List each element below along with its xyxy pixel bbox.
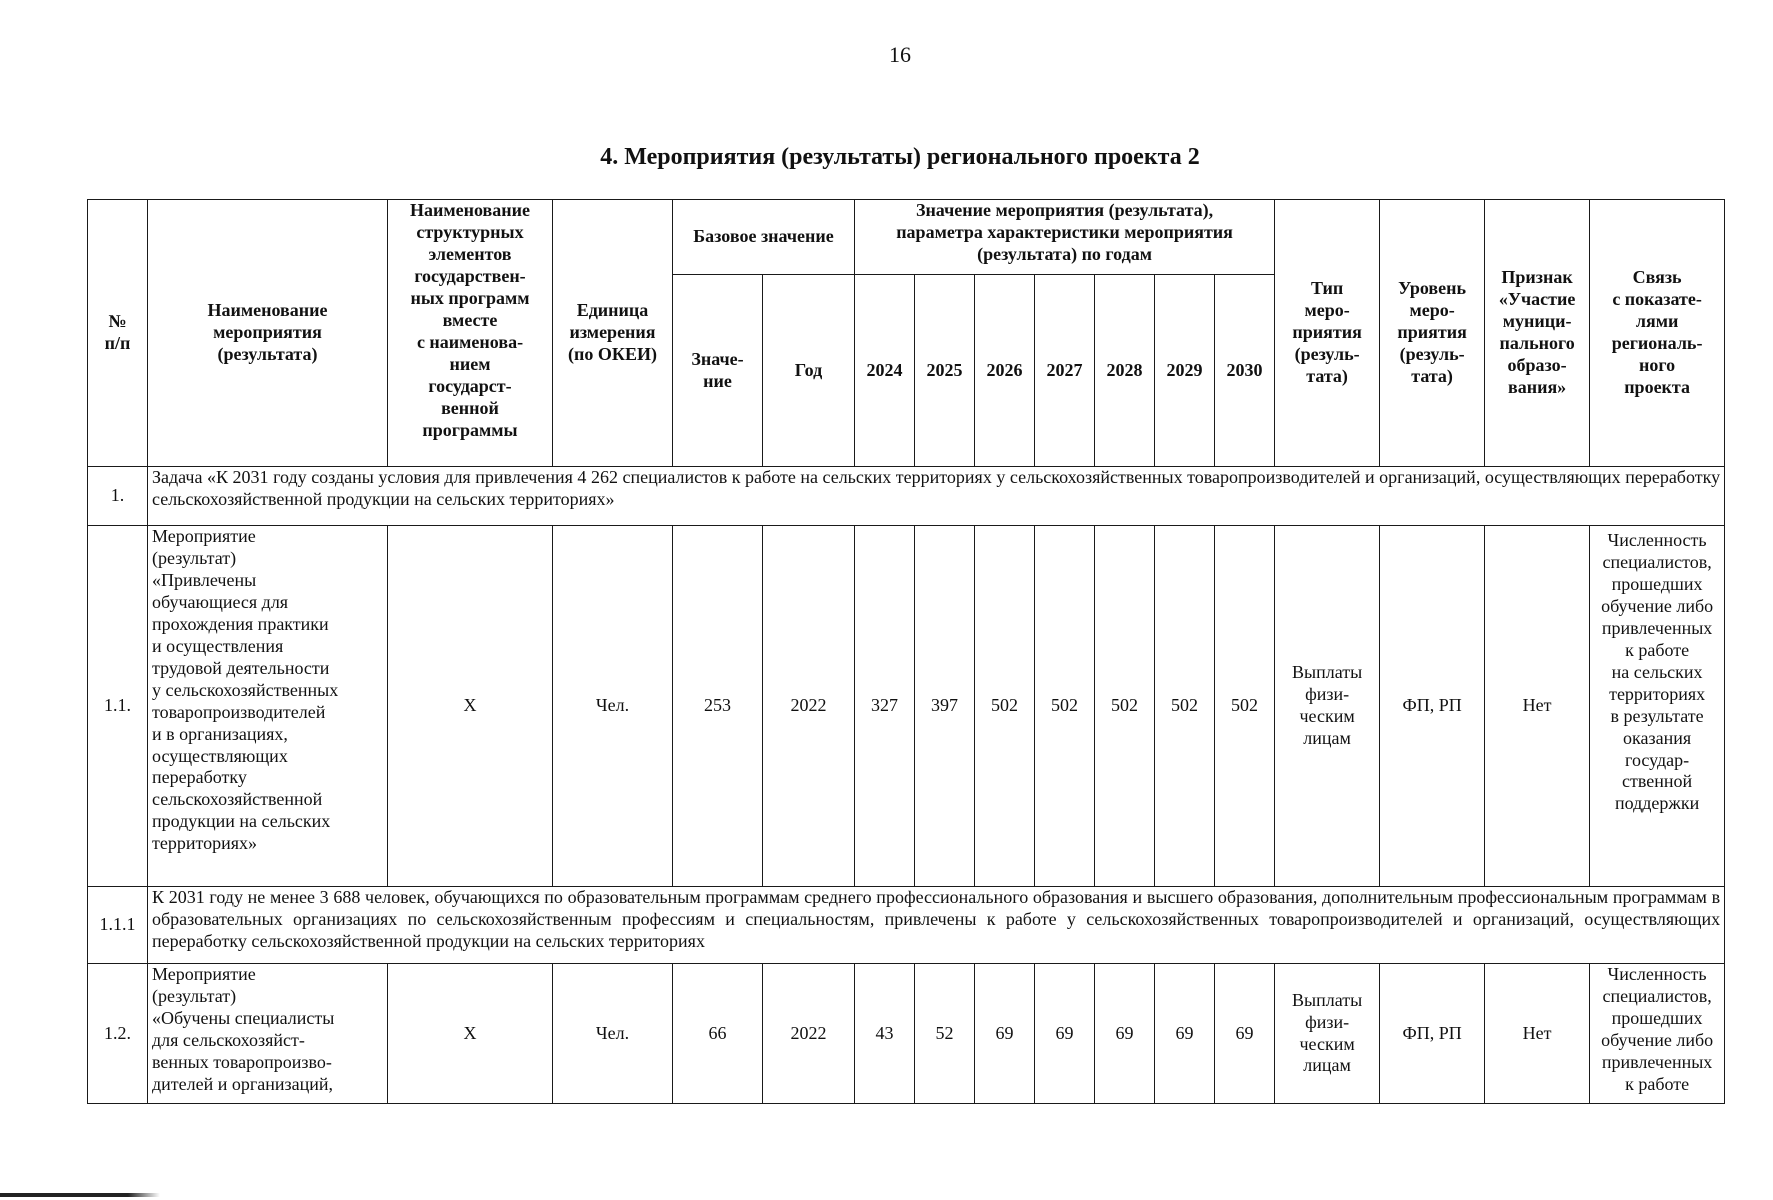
header-year-2024: 2024 [855, 275, 915, 467]
unit: Чел. [553, 526, 673, 887]
subtask-text: К 2031 году не менее 3 688 человек, обучающихся по образовательным программам среднего профессионального образования и высшего образования, дополнительным профессиональным программам в образовательных организациях по сельскохозяйственным профессиям и специальностям, привлечены к работе у сельскохозяйственных товаропроизводителей и организаций, осуществляющих переработку сельскохозяйственной продукции на сельских территориях [148, 887, 1725, 964]
page-number: 16 [889, 42, 911, 67]
base-value: 253 [673, 526, 763, 887]
header-year-2025: 2025 [915, 275, 975, 467]
base-year: 2022 [763, 526, 855, 887]
table-row [88, 526, 1725, 887]
header-base-value: Значе- ние [673, 275, 763, 467]
activity-name: Мероприятие (результат) «Привлечены обучающиеся для прохождения практики и осуществления трудовой деятельности у сельскохозяйственных товаропроизводителей и в организациях, осуществляющих переработку сельскохозяйственной продукции на сельских территориях» [148, 526, 388, 887]
header-activity-level: Уровень меро- приятия (резуль- тата) [1380, 200, 1485, 467]
base-year: 2022 [763, 964, 855, 1104]
header-years-group: Значение мероприятия (результата), параметра характеристики мероприятия (результата) по годам [855, 200, 1275, 275]
activity-type: Выплаты физи- ческим лицам [1275, 526, 1380, 887]
activity-level: ФП, РП [1380, 964, 1485, 1104]
activity-name: Мероприятие (результат) «Обучены специалисты для сельскохозяйст- венных товаропроизво- дителей и организаций, [148, 964, 388, 1104]
value-2030: 502 [1215, 526, 1275, 887]
activity-type: Выплаты физи- ческим лицам [1275, 964, 1380, 1104]
value-2024: 327 [855, 526, 915, 887]
value-2026: 69 [975, 964, 1035, 1104]
header-link-indicators: Связь с показате- лями региональ- ного проекта [1590, 200, 1725, 467]
structural-element: Х [388, 964, 553, 1104]
task-row [88, 467, 1725, 526]
value-2024: 43 [855, 964, 915, 1104]
municipal-participation: Нет [1485, 964, 1590, 1104]
header-municipal-participation: Признак «Участие муници- пального образо- вания» [1485, 200, 1590, 467]
header-activity-name: Наименование мероприятия (результата) [148, 200, 388, 467]
value-2027: 502 [1035, 526, 1095, 887]
task-text: Задача «К 2031 году созданы условия для привлечения 4 262 специалистов к работе на сельских территориях у сельскохозяйственных товаропроизводителей и организаций, осуществляющих переработку сельскохозяйственной продукции на сельских территориях» [148, 467, 1725, 526]
task-num: 1. [88, 467, 148, 526]
subtask-row [88, 887, 1725, 964]
header-year-2030: 2030 [1215, 275, 1275, 467]
indicator-link: Численность специалистов, прошедших обучение либо привлеченных к работе [1590, 964, 1725, 1104]
indicator-link: Численность специалистов, прошедших обучение либо привлеченных к работе на сельских территориях в результате оказания государ- ственной поддержки [1590, 526, 1725, 887]
value-2025: 52 [915, 964, 975, 1104]
value-2030: 69 [1215, 964, 1275, 1104]
municipal-participation: Нет [1485, 526, 1590, 887]
base-value: 66 [673, 964, 763, 1104]
scan-edge-mark [0, 1193, 160, 1197]
row-num: 1.1. [88, 526, 148, 887]
header-base-value-group: Базовое значение [673, 200, 855, 275]
value-2025: 397 [915, 526, 975, 887]
value-2029: 502 [1155, 526, 1215, 887]
structural-element: Х [388, 526, 553, 887]
header-structural-elements: Наименование структурных элементов государствен- ных программ вместе с наименова- нием государст- венной программы [388, 200, 553, 467]
header-unit: Единица измерения (по ОКЕИ) [553, 200, 673, 467]
activities-table [87, 199, 1725, 1104]
header-year-2028: 2028 [1095, 275, 1155, 467]
value-2029: 69 [1155, 964, 1215, 1104]
document-title: 4. Мероприятия (результаты) регионального проекта 2 [600, 144, 1200, 170]
activity-level: ФП, РП [1380, 526, 1485, 887]
value-2028: 502 [1095, 526, 1155, 887]
header-base-year: Год [763, 275, 855, 467]
value-2026: 502 [975, 526, 1035, 887]
unit: Чел. [553, 964, 673, 1104]
header-year-2029: 2029 [1155, 275, 1215, 467]
header-num: № п/п [88, 200, 148, 467]
table-row [88, 964, 1725, 1104]
subtask-num: 1.1.1 [88, 887, 148, 964]
value-2027: 69 [1035, 964, 1095, 1104]
header-year-2026: 2026 [975, 275, 1035, 467]
header-activity-type: Тип меро- приятия (резуль- тата) [1275, 200, 1380, 467]
value-2028: 69 [1095, 964, 1155, 1104]
header-year-2027: 2027 [1035, 275, 1095, 467]
row-num: 1.2. [88, 964, 148, 1104]
